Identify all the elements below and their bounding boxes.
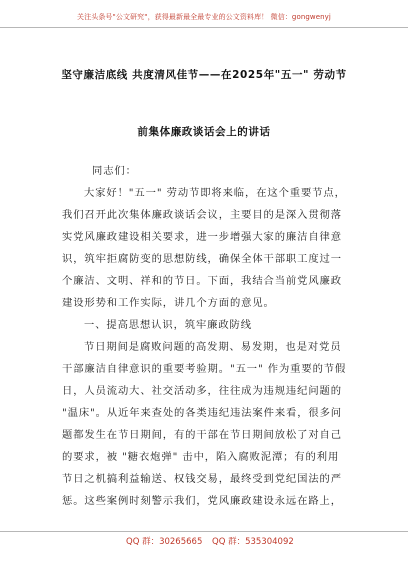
body-line: 个廉洁、文明、祥和的节日。下面，我结合当前党风廉政 (62, 275, 342, 287)
header-promo-text: 关注头条号"公文研究"，获得最新最全最专业的公文资料库！ 微信：gongwenyj (77, 13, 331, 21)
body-line: 实党风廉政建设相关要求，进一步增强大家的廉洁自律意 (62, 231, 342, 243)
body-line: 节日期间是腐败问题的高发期、易发期，也是对党员 (84, 341, 342, 353)
body-line: 节日之机搞利益输送、权钱交易，最终受到党纪国法的严 (62, 473, 342, 485)
footer-qq-group-2: QQ 群：535304092 (212, 537, 294, 547)
document-title-line-1: 坚守廉洁底线 共度清风佳节——在2025年"五一" 劳动节 (61, 69, 347, 81)
body-line: 干部廉洁自律意识的重要考验期。"五一" 作为重要的节假 (62, 363, 347, 375)
section-heading: 一、提高思想认识，筑牢廉政防线 (84, 319, 252, 331)
page-footer (0, 531, 408, 549)
body-line: 大家好！"五一" 劳动节即将来临，在这个重要节点， (84, 187, 346, 199)
body-line: 的要求，被 "糖衣炮弹" 击中，陷入腐败泥潭；有的利用 (62, 451, 340, 463)
body-line: 建设形势和工作实际，讲几个方面的意见。 (62, 297, 275, 309)
body-line: 识，筑牢拒腐防变的思想防线，确保全体干部职工度过一 (62, 253, 342, 265)
document-title-line-2: 前集体廉政谈话会上的讲话 (137, 126, 271, 138)
body-line: "温床"。从近年来查处的各类违纪违法案件来看，很多问 (62, 407, 342, 419)
body-line: 我们召开此次集体廉政谈话会议，主要目的是深入贯彻落 (62, 209, 342, 221)
salutation: 同志们： (92, 165, 137, 177)
footer-qq-group-1: QQ 群：30265665 (126, 537, 203, 547)
body-line: 惩。这些案例时刻警示我们，党风廉政建设永远在路上， (62, 495, 342, 507)
body-line: 日，人员流动大、社交活动多，往往成为违规违纪问题的 (62, 385, 342, 397)
page-header (0, 4, 408, 28)
body-line: 题都发生在节日期间，有的干部在节日期间放松了对自己 (62, 429, 342, 441)
